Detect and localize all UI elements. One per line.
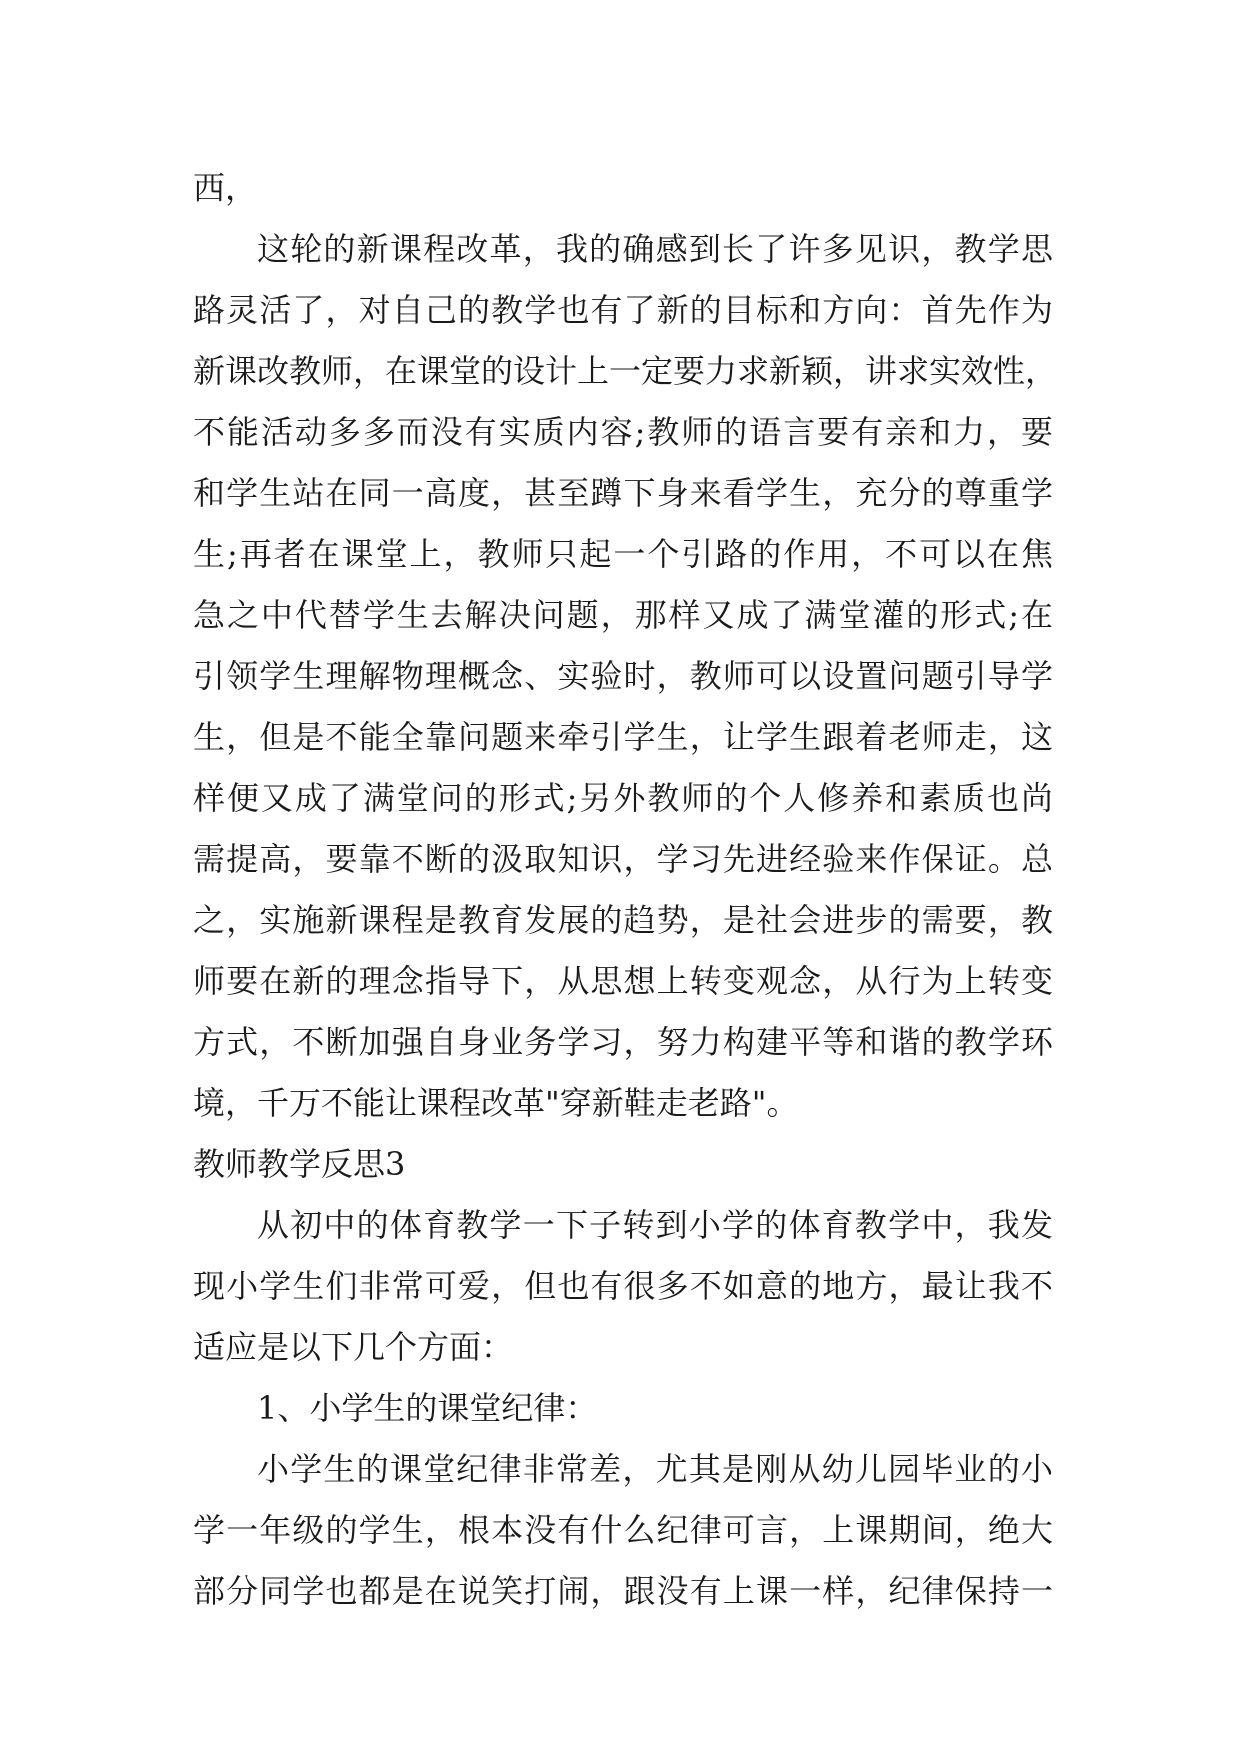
text-line: 生，但是不能全靠问题来牵引学生，让学生跟着老师走，这: [193, 718, 1053, 756]
text-line: 方式，不断加强自身业务学习，努力构建平等和谐的教学环: [193, 1023, 1053, 1061]
text-line: 需提高，要靠不断的汲取知识，学习先进经验来作保证。总: [193, 840, 1053, 878]
text-line: 和学生站在同一高度，甚至蹲下身来看学生，充分的尊重学: [193, 474, 1053, 512]
list-item-heading: 1、小学生的课堂纪律：: [257, 1389, 598, 1427]
text-line: 样便又成了满堂问的形式;另外教师的个人修养和素质也尚: [193, 779, 1053, 817]
text-line: 路灵活了，对自己的教学也有了新的目标和方向：首先作为: [193, 291, 1053, 329]
text-line: 生;再者在课堂上，教师只起一个引路的作用，不可以在焦: [193, 535, 1053, 573]
text-line: 境，千万不能让课程改革"穿新鞋走老路"。: [193, 1084, 799, 1122]
paragraph-first-line: 这轮的新课程改革，我的确感到长了许多见识，教学思: [257, 230, 1053, 268]
paragraph-first-line: 从初中的体育教学一下子转到小学的体育教学中，我发: [257, 1206, 1053, 1244]
text-line: 之，实施新课程是教育发展的趋势，是社会进步的需要，教: [193, 901, 1053, 939]
text-line: 适应是以下几个方面：: [193, 1328, 514, 1366]
text-line: 急之中代替学生去解决问题，那样又成了满堂灌的形式;在: [193, 596, 1053, 634]
text-line: 学一年级的学生，根本没有什么纪律可言，上课期间，绝大: [193, 1511, 1053, 1549]
document-body: [193, 158, 1058, 1622]
text-line: 现小学生们非常可爱，但也有很多不如意的地方，最让我不: [193, 1267, 1053, 1305]
text-line: 师要在新的理念指导下，从思想上转变观念，从行为上转变: [193, 962, 1053, 1000]
section-heading: 教师教学反思3: [193, 1145, 406, 1183]
text-line: 引领学生理解物理概念、实验时，教师可以设置问题引导学: [193, 657, 1053, 695]
paragraph-first-line: 小学生的课堂纪律非常差，尤其是刚从幼儿园毕业的小: [257, 1450, 1053, 1488]
text-line: 西，: [193, 169, 258, 207]
text-line: 新课改教师，在课堂的设计上一定要力求新颖，讲求实效性，: [193, 352, 1058, 390]
text-line: 不能活动多多而没有实质内容;教师的语言要有亲和力，要: [193, 413, 1053, 451]
text-line: 部分同学也都是在说笑打闹，跟没有上课一样，纪律保持一: [193, 1572, 1053, 1610]
